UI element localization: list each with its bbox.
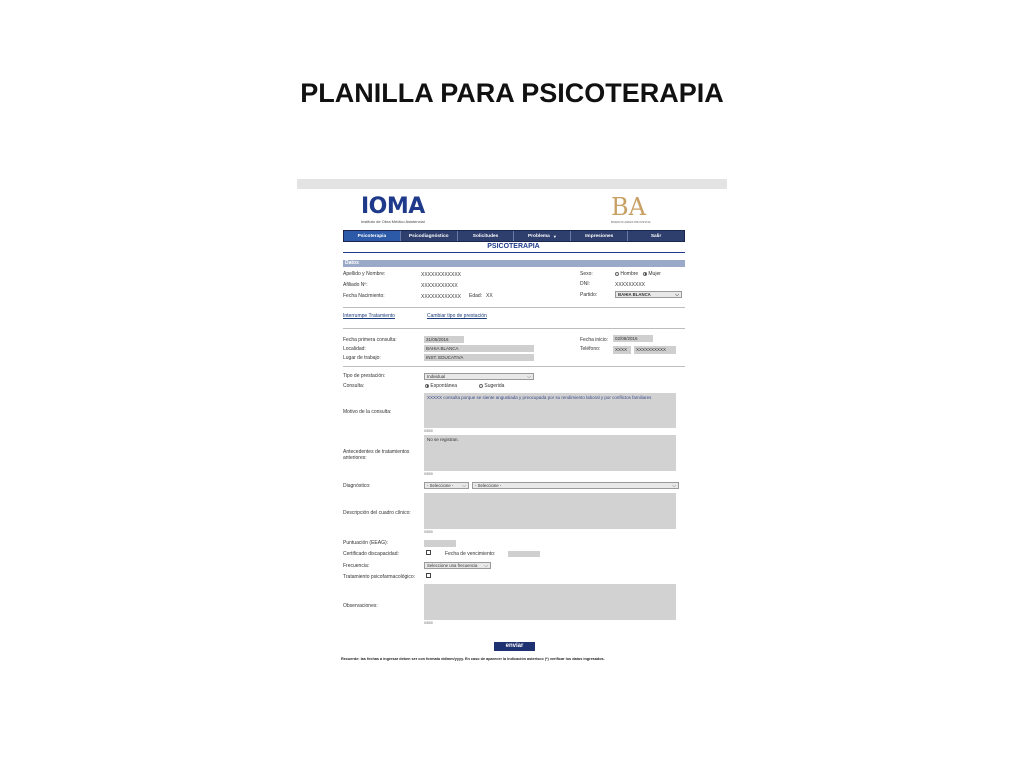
enviar-button[interactable]: enviar [494,642,535,651]
nav-label: Problema [527,233,550,239]
descripcion-textarea[interactable] [424,493,676,529]
radio-espontanea-label: Espontánea [430,383,458,389]
chevron-down-icon: ⌵ [672,483,676,489]
interrumpe-tratamiento-link[interactable]: Interrumpe Tratamiento [343,313,395,319]
fecha-inicio-input[interactable]: 02/08/2016 [613,335,653,342]
tipo-prestacion-label: Tipo de prestación: [343,373,386,379]
fecha-vencimiento-input[interactable] [508,551,540,557]
chevron-down-icon: ⌵ [527,374,531,380]
sexo-mujer-option[interactable] [643,271,661,277]
frecuencia-select-value: Seleccione una frecuencia [427,563,478,568]
nav-item-problema[interactable] [514,231,571,241]
edad-value: XX [486,293,493,299]
lugar-trabajo-label: Lugar de trabajo: [343,355,381,361]
nav-item-solicitudes[interactable] [458,231,515,241]
nav-label: Solicitudes [472,233,499,239]
puntuacion-label: Puntuación (EEAG): [343,540,389,546]
diagnostico-select-2-value: - Seleccione - [475,483,502,488]
ba-subtitle: BUENOS AIRES PROVINCIA [611,220,651,224]
divider [343,307,685,308]
sexo-label: Sexo: [580,271,593,277]
psicoterapia-form [341,191,686,671]
radio-sugerida[interactable] [479,384,483,388]
nav-item-psicodiagnostico[interactable] [401,231,458,241]
radio-hombre[interactable] [615,272,619,276]
browser-top-bar [297,179,727,189]
descripcion-counter: 0/500 [424,530,433,534]
tipo-prestacion-select[interactable] [424,373,534,380]
section-datos: Datos [343,260,685,267]
diagnostico-select-2[interactable] [472,482,679,489]
motivo-consulta-textarea[interactable]: XXXXX consulta porque se siente angustiada y preocupada por su rendimiento laboral y por conflictos familiares [424,393,676,428]
afiliado-value: XXXXXXXXXXX [421,283,458,289]
diagnostico-select-1[interactable] [424,482,469,489]
partido-label: Partido: [580,292,598,298]
puntuacion-input[interactable] [424,540,456,547]
radio-sugerida-label: Sugerida [484,383,505,389]
motivo-consulta-label: Motivo de la consulta: [343,409,392,415]
chevron-down-icon: ⌵ [462,483,466,489]
nav-item-salir[interactable] [628,231,684,241]
dni-value: XXXXXXXXX [615,282,646,288]
telefono-numero-input[interactable]: XXXXXXXXXX [634,346,676,354]
frecuencia-select[interactable] [424,562,491,569]
frecuencia-label: Frecuencia: [343,563,370,569]
fecha-nacimiento-value: XXXXXXXXXXXX [421,294,462,300]
apellido-value: XXXXXXXXXXXX [421,272,462,278]
divider [343,328,685,329]
sexo-hombre-option[interactable] [615,271,638,277]
partido-select[interactable] [615,291,682,298]
main-nav [343,230,685,242]
fecha-vencimiento-label: Fecha de vencimiento: [445,551,496,557]
localidad-label: Localidad: [343,346,366,352]
observaciones-counter: 0/500 [424,621,433,625]
ioma-logo [361,196,425,224]
slide-title: PLANILLA PARA PSICOTERAPIA [300,78,724,108]
tratamiento-checkbox[interactable] [426,573,431,578]
chevron-down-icon: ⌵ [675,292,679,298]
footnote: Recuerde: las fechas a ingresar deben ser con formato dd/mm/yyyy. En caso de aparecer la indicación asterisco (*) verificar los datos ingresados. [341,657,605,661]
ba-logo-text: BA [611,193,646,221]
dni-label: DNI: [580,281,590,287]
diagnostico-label: Diagnóstico: [343,483,371,489]
nav-label: Psicoterapia [357,233,387,239]
nav-item-psicoterapia[interactable] [344,231,401,241]
cambiar-prestacion-link[interactable]: Cambiar tipo de prestación [427,313,487,319]
consulta-espontanea-option[interactable] [425,383,457,389]
observaciones-label: Observaciones: [343,603,378,609]
certificado-label: Certificado discapacidad: [343,551,399,557]
antecedentes-counter: 0/500 [424,472,433,476]
fecha-nacimiento-label: Fecha Nacimiento: [343,293,385,299]
tipo-prestacion-value: Individual [427,374,446,379]
divider [343,252,685,253]
ioma-logo-text: IOMA [361,194,425,219]
consulta-label: Consulta: [343,383,365,389]
partido-select-value: BAHIA BLANCA [618,292,651,297]
radio-hombre-label: Hombre [620,271,639,277]
localidad-input[interactable]: BAHIA BLANCA [424,345,534,352]
consulta-sugerida-option[interactable] [479,383,504,389]
nav-label: Psicodiagnóstico [408,233,449,239]
telefono-label: Teléfono: [580,346,601,352]
radio-mujer-label: Mujer [648,271,661,277]
nav-label: Impresiones [585,233,614,239]
diagnostico-select-1-value: - Seleccione - [427,483,454,488]
radio-espontanea[interactable] [425,384,429,388]
antecedentes-label: Antecedentes de tratamientos anteriores: [343,449,410,461]
chevron-down-icon: ⌵ [484,563,488,569]
antecedentes-textarea[interactable]: No se registran. [424,435,676,471]
nav-item-impresiones[interactable] [571,231,628,241]
page-heading: PSICOTERAPIA [487,243,540,250]
afiliado-label: Afiliado Nº: [343,282,368,288]
edad-label: Edad: [469,293,483,299]
divider [343,366,685,367]
descripcion-label: Descripción del cuadro clínico: [343,510,411,516]
radio-mujer[interactable] [643,272,647,276]
fecha-inicio-label: Fecha inicio: [580,337,609,343]
telefono-area-input[interactable]: XXXX [613,346,631,354]
dropdown-arrow-icon: ▼ [552,233,557,239]
observaciones-textarea[interactable] [424,584,676,620]
lugar-trabajo-input[interactable]: INST. EDUCATIVA [424,354,534,361]
fecha-primera-consulta-label: Fecha primera consulta: [343,337,397,343]
ioma-subtitle: Instituto de Obra Médico Asistencial [361,219,425,224]
certificado-checkbox[interactable] [426,550,431,555]
nav-label: Salir [650,233,662,239]
tratamiento-psicofarmacologico-label: Tratamiento psicofarmacológico: [343,574,416,580]
fecha-primera-consulta-input[interactable]: 31/05/2016 [424,336,464,343]
apellido-label: Apellido y Nombre: [343,271,386,277]
motivo-counter: 0/500 [424,429,433,433]
ba-logo [611,195,651,224]
